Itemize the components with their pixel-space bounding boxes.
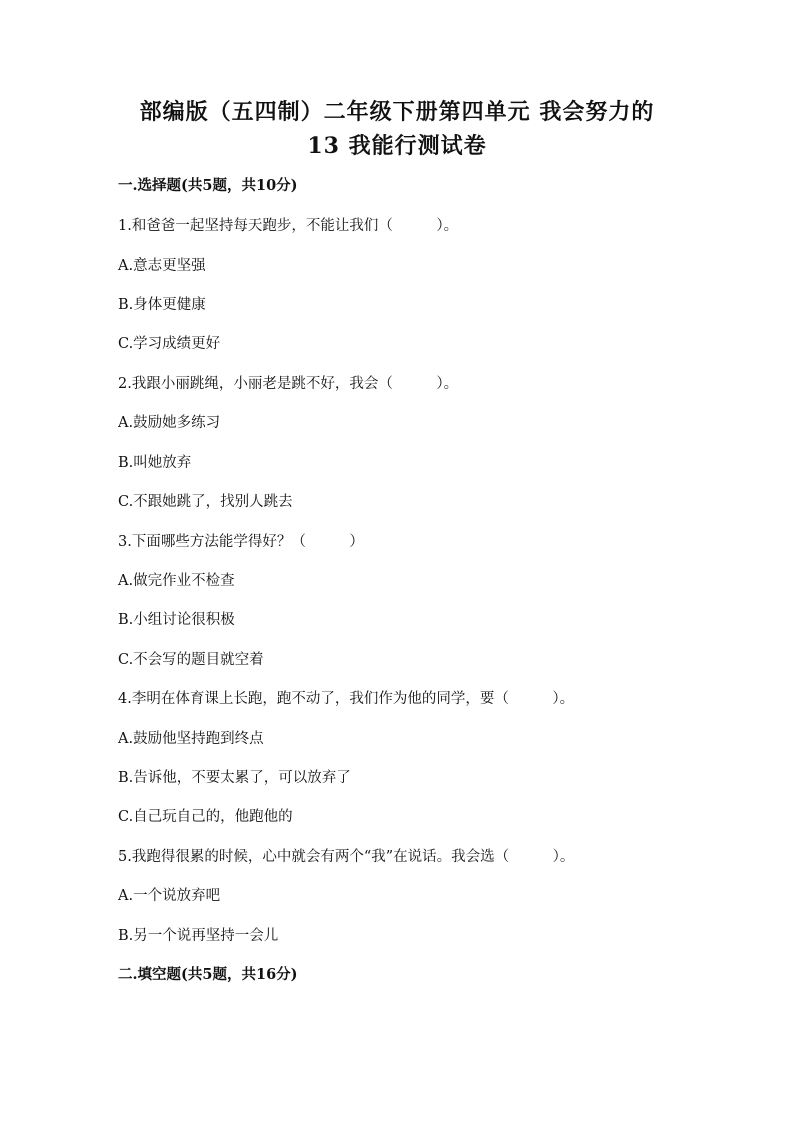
question-3-option-c: C.不会写的题目就空着 [118, 652, 264, 668]
question-5-option-a: A.一个说放弃吧 [118, 888, 221, 904]
question-5-option-b: B.另一个说再坚持一会儿 [118, 928, 279, 944]
section-heading-choice: 一.选择题(共5题，共10分) [118, 177, 298, 194]
question-1-option-b: B.身体更健康 [118, 297, 206, 313]
exam-title-line-2: 13 我能行测试卷 [307, 133, 487, 159]
question-2-option-c: C.不跟她跳了，找别人跳去 [118, 494, 293, 510]
question-1-option-a: A.意志更坚强 [118, 258, 206, 274]
question-2-option-a: A.鼓励她多练习 [118, 415, 221, 431]
question-4-option-b: B.告诉他，不要太累了，可以放弃了 [118, 770, 351, 786]
question-2-option-b: B.叫她放弃 [118, 455, 192, 471]
question-1-option-c: C.学习成绩更好 [118, 336, 221, 352]
question-3-stem: 3.下面哪些方法能学得好？（ ） [118, 534, 364, 550]
exam-title-line-1: 部编版（五四制）二年级下册第四单元 我会努力的 [139, 99, 655, 125]
question-2-stem: 2.我跟小丽跳绳，小丽老是跳不好，我会（ ）。 [118, 376, 459, 392]
question-1-stem: 1.和爸爸一起坚持每天跑步，不能让我们（ ）。 [118, 218, 459, 234]
question-3-option-a: A.做完作业不检查 [118, 573, 235, 589]
question-4-option-c: C.自己玩自己的，他跑他的 [118, 809, 293, 825]
question-4-stem: 4.李明在体育课上长跑，跑不动了，我们作为他的同学，要（ ）。 [118, 691, 575, 707]
question-5-stem: 5.我跑得很累的时候，心中就会有两个“我”在说话。我会选（ ）。 [118, 849, 575, 865]
section-heading-fill-in: 二.填空题(共5题，共16分) [118, 966, 298, 983]
question-3-option-b: B.小组讨论很积极 [118, 612, 235, 628]
question-4-option-a: A.鼓励他坚持跑到终点 [118, 731, 264, 747]
